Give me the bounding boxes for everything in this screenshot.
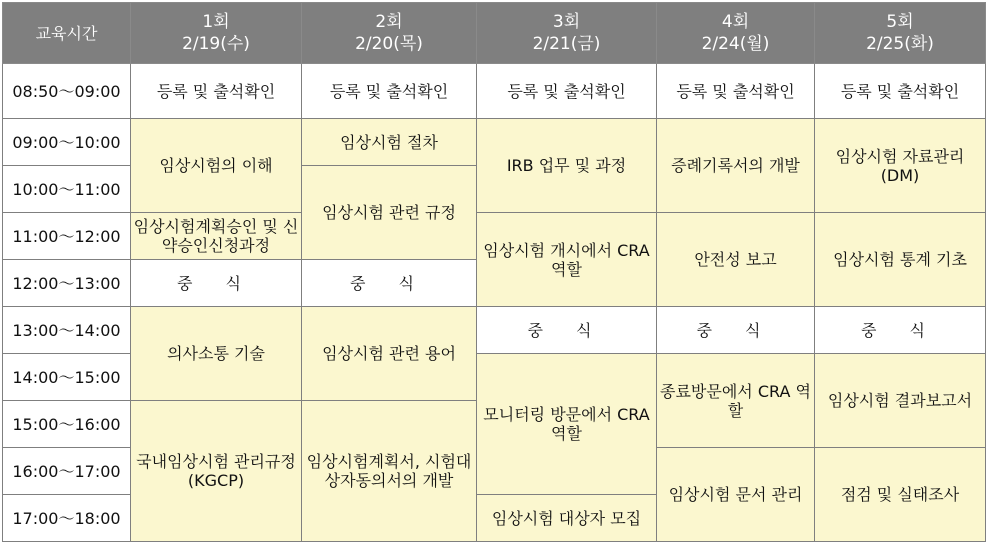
- day-header-3: [477, 3, 657, 64]
- time-cell: 15:00～16:00: [3, 401, 131, 448]
- time-cell: 08:50～09:00: [3, 64, 131, 119]
- session-cell: 임상시험 통계 기초: [815, 213, 986, 307]
- table-row: [3, 307, 986, 354]
- time-cell: 12:00～13:00: [3, 260, 131, 307]
- session-cell: 임상시험 절차: [302, 119, 477, 166]
- registration-cell: 등록 및 출석확인: [477, 64, 657, 119]
- session-cell: 국내임상시험 관리규정(KGCP): [131, 401, 302, 542]
- session-date: 2/21(금): [532, 34, 601, 54]
- lunch-cell: 중 식: [131, 260, 302, 307]
- lunch-cell: 중 식: [302, 260, 477, 307]
- time-cell: 14:00～15:00: [3, 354, 131, 401]
- time-cell: 09:00～10:00: [3, 119, 131, 166]
- table-row: [3, 64, 986, 119]
- lunch-cell: 중 식: [657, 307, 815, 354]
- session-cell: 점검 및 실태조사: [815, 448, 986, 542]
- lunch-cell: 중 식: [477, 307, 657, 354]
- day-header-1: [131, 3, 302, 64]
- table-row: [3, 213, 986, 260]
- session-number: 5회: [886, 12, 914, 32]
- schedule-table: [2, 2, 986, 542]
- session-cell: 임상시험 결과보고서: [815, 354, 986, 448]
- session-cell: 임상시험계획승인 및 신약승인신청과정: [131, 213, 302, 260]
- registration-cell: 등록 및 출석확인: [815, 64, 986, 119]
- session-date: 2/19(수): [182, 34, 250, 54]
- day-header-4: [657, 3, 815, 64]
- session-number: 2회: [375, 12, 403, 32]
- session-cell: 임상시험 문서 관리: [657, 448, 815, 542]
- session-cell: 종료방문에서 CRA 역할: [657, 354, 815, 448]
- session-number: 4회: [721, 12, 750, 32]
- session-cell: 증례기록서의 개발: [657, 119, 815, 213]
- session-cell: 임상시험 개시에서 CRA 역할: [477, 213, 657, 307]
- time-cell: 11:00～12:00: [3, 213, 131, 260]
- session-number: 3회: [552, 12, 581, 32]
- session-cell: 의사소통 기술: [131, 307, 302, 401]
- table-row: [3, 119, 986, 166]
- time-cell: 13:00～14:00: [3, 307, 131, 354]
- time-cell: 17:00～18:00: [3, 495, 131, 542]
- registration-cell: 등록 및 출석확인: [657, 64, 815, 119]
- session-cell: 임상시험 자료관리(DM): [815, 119, 986, 213]
- header-row: [3, 3, 986, 64]
- time-column-header: 교육시간: [3, 3, 131, 64]
- session-cell: 임상시험 관련 용어: [302, 307, 477, 401]
- time-cell: 16:00～17:00: [3, 448, 131, 495]
- session-cell: 안전성 보고: [657, 213, 815, 307]
- session-date: 2/20(목): [355, 34, 423, 54]
- session-cell: 임상시험 대상자 모집: [477, 495, 657, 542]
- session-cell: IRB 업무 및 과정: [477, 119, 657, 213]
- session-cell: 임상시험 관련 규정: [302, 166, 477, 260]
- session-date: 2/25(화): [866, 34, 934, 54]
- session-cell: 임상시험의 이해: [131, 119, 302, 213]
- session-cell: 모니터링 방문에서 CRA 역할: [477, 354, 657, 495]
- registration-cell: 등록 및 출석확인: [302, 64, 477, 119]
- session-date: 2/24(월): [701, 34, 770, 54]
- day-header-5: [815, 3, 986, 64]
- registration-cell: 등록 및 출석확인: [131, 64, 302, 119]
- session-cell: 임상시험계획서, 시험대상자동의서의 개발: [302, 401, 477, 542]
- day-header-2: [302, 3, 477, 64]
- time-cell: 10:00～11:00: [3, 166, 131, 213]
- lunch-cell: 중 식: [815, 307, 986, 354]
- session-number: 1회: [202, 12, 230, 32]
